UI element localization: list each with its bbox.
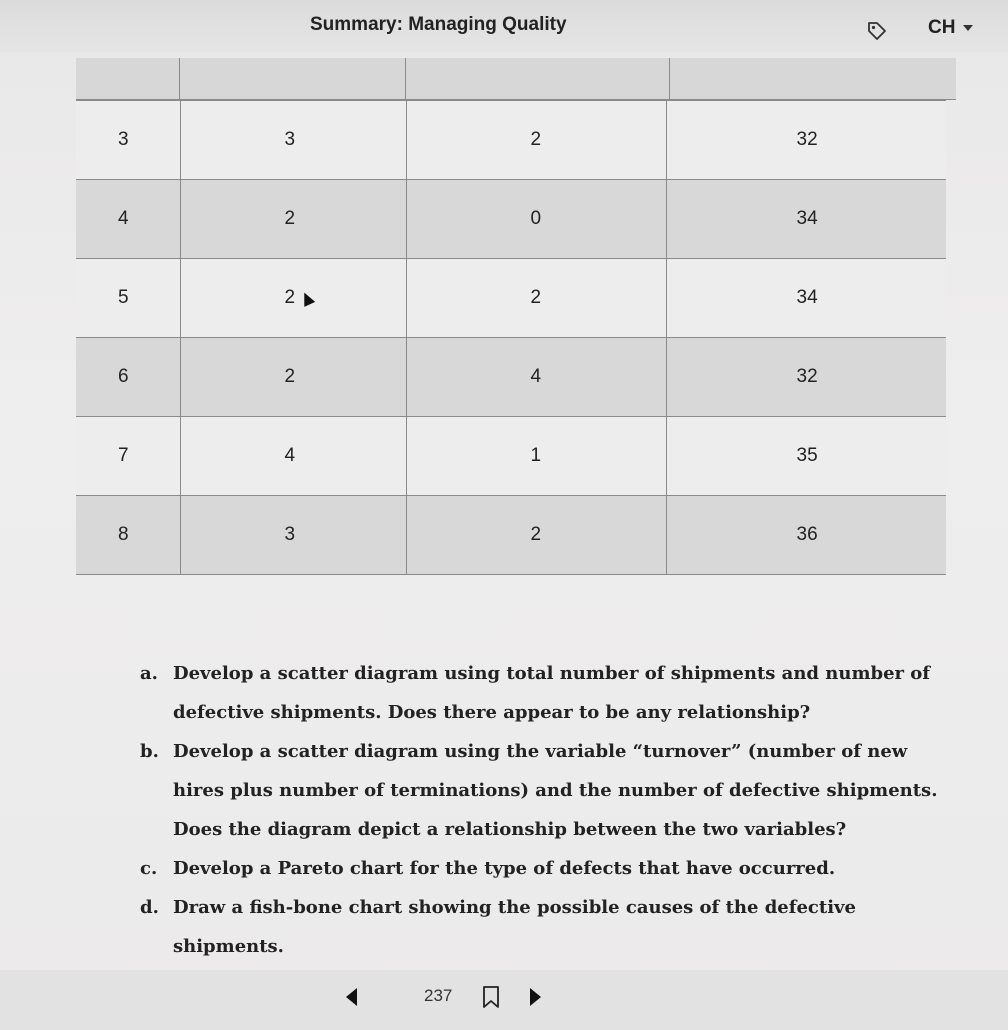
mouse-cursor-icon: [299, 290, 315, 307]
prev-page-button[interactable]: [346, 988, 357, 1006]
table-cell-value: 2: [530, 524, 542, 545]
table-cell: [180, 496, 406, 575]
table-cell-value: 7: [118, 445, 129, 466]
table-top-strip: [76, 58, 956, 100]
table-cell: [666, 338, 946, 417]
table-cell-value: 5: [118, 287, 129, 308]
table-cell: [76, 496, 180, 575]
table-cell: [406, 338, 666, 417]
table-cell-partial: [180, 58, 406, 99]
table-cell: [76, 338, 180, 417]
table-cell: [180, 338, 406, 417]
table-row: [76, 101, 946, 180]
bookmark-icon[interactable]: [482, 985, 500, 1009]
chevron-down-icon: [963, 25, 973, 31]
defects-table: [76, 100, 946, 575]
chapter-menu[interactable]: [928, 14, 998, 42]
question-text: Draw a fish-bone chart showing the possible causes of the defective shipments.: [173, 897, 856, 957]
table-cell: [76, 259, 180, 338]
table-cell-value: 8: [118, 524, 129, 545]
exercise-questions: [140, 654, 940, 966]
table-cell-value: 32: [796, 366, 818, 387]
question-item: [140, 654, 940, 732]
table-cell: [666, 101, 946, 180]
reader-header: [0, 0, 1008, 52]
table-cell: [76, 180, 180, 259]
table-cell-value: 2: [284, 208, 296, 229]
tag-icon[interactable]: [866, 20, 888, 42]
question-letter: c.: [140, 858, 158, 879]
table-cell: [180, 101, 406, 180]
table-cell-value: 2: [530, 287, 542, 308]
question-letter: d.: [140, 897, 159, 918]
table-cell-value: 6: [118, 366, 129, 387]
next-page-button[interactable]: [530, 988, 541, 1006]
table-row: [76, 180, 946, 259]
table-cell-value: 3: [284, 129, 296, 150]
table-cell-value: 3: [118, 129, 129, 150]
table-cell-value: 3: [284, 524, 296, 545]
question-letter: a.: [140, 663, 158, 684]
table-cell: [406, 417, 666, 496]
question-item: [140, 849, 940, 888]
chapter-menu-label: CH: [928, 17, 956, 38]
table-cell-value: 2: [284, 366, 296, 387]
table-row: [76, 417, 946, 496]
table-cell-value: 2: [530, 129, 542, 150]
table-cell: [76, 101, 180, 180]
table-cell: [180, 259, 406, 338]
table-cell: [76, 417, 180, 496]
table-cell-value: 0: [530, 208, 542, 229]
table-row: [76, 259, 946, 338]
question-text: Develop a Pareto chart for the type of defects that have occurred.: [173, 858, 836, 879]
question-text: Develop a scatter diagram using total number of shipments and number of defective shipments. Does there appear to be any relationship?: [173, 663, 931, 723]
table-cell-value: 4: [530, 366, 542, 387]
question-letter: b.: [140, 741, 159, 762]
table-cell: [406, 496, 666, 575]
page-number: 237: [424, 986, 453, 1005]
question-item: [140, 888, 940, 966]
question-item: [140, 732, 940, 849]
data-table: [76, 58, 956, 575]
table-row: [76, 338, 946, 417]
table-cell-partial: [406, 58, 670, 99]
table-cell: [666, 180, 946, 259]
table-cell-partial: [76, 58, 180, 99]
table-cell-value: 34: [796, 287, 818, 308]
table-cell: [666, 259, 946, 338]
page-title: Summary: Managing Quality: [310, 14, 567, 35]
table-row: [76, 496, 946, 575]
table-cell-value: 35: [796, 445, 818, 466]
table-cell: [406, 101, 666, 180]
table-cell-partial: [670, 58, 956, 99]
table-cell: [406, 180, 666, 259]
page-navigation: [0, 970, 1008, 1030]
table-cell-value: 1: [530, 445, 542, 466]
table-cell: [180, 180, 406, 259]
table-cell: [666, 496, 946, 575]
table-cell-value: 32: [796, 129, 818, 150]
question-text: Develop a scatter diagram using the variable “turnover” (number of new hires plus number of terminations) and the number of defective shipments. Does the diagram depict a relationship between the two variables?: [173, 741, 938, 840]
table-cell-value: 4: [284, 445, 296, 466]
table-cell-value: 4: [118, 208, 129, 229]
table-cell-value: 36: [796, 524, 818, 545]
table-cell: [406, 259, 666, 338]
table-cell: [180, 417, 406, 496]
table-cell-value: 34: [796, 208, 818, 229]
table-cell: [666, 417, 946, 496]
table-cell-value: 2: [284, 287, 296, 308]
